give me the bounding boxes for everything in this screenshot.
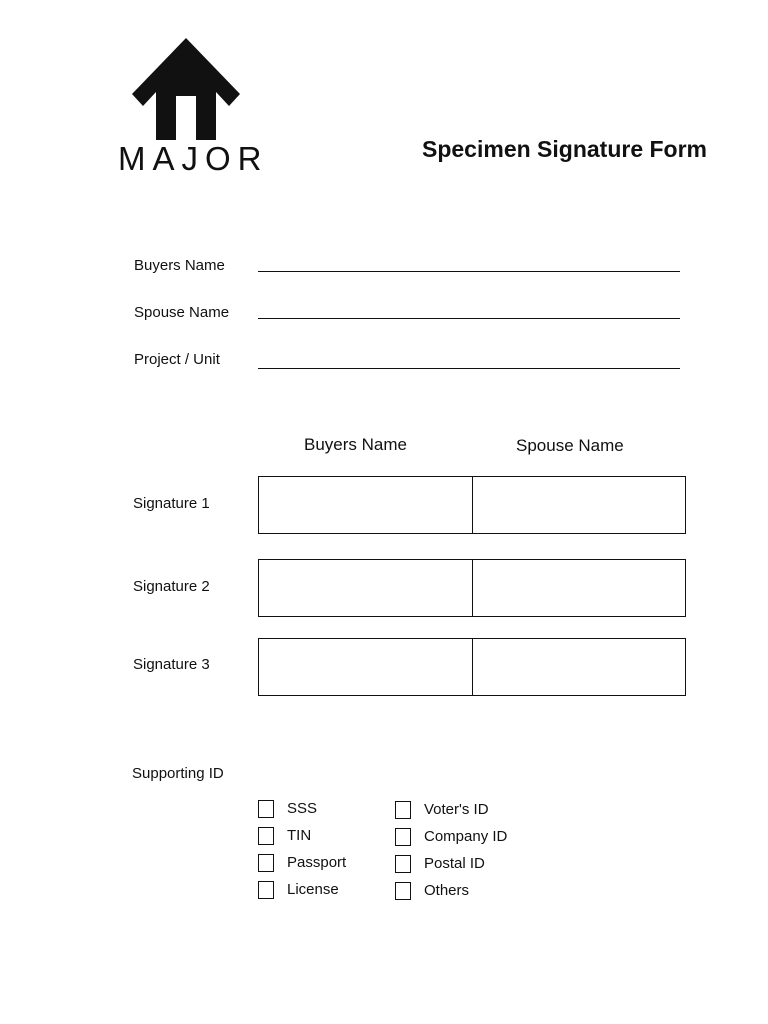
- signature-1-buyer-cell[interactable]: [259, 477, 472, 533]
- id-option-sss: [258, 795, 346, 822]
- checkbox-company-id[interactable]: [395, 828, 411, 846]
- id-option-company-id: [395, 823, 507, 850]
- signature-column-buyers-name: Buyers Name: [304, 435, 407, 454]
- spouse-name-label: Spouse Name: [134, 304, 230, 321]
- spouse-name-field[interactable]: [258, 318, 680, 319]
- signature-3-box: [258, 638, 686, 696]
- id-option-others: [395, 877, 507, 904]
- id-option-label: Company ID: [424, 828, 508, 845]
- checkbox-voters-id[interactable]: [395, 801, 411, 819]
- id-option-label: Postal ID: [424, 855, 485, 872]
- id-option-label: License: [287, 881, 339, 898]
- checkbox-sss[interactable]: [258, 800, 274, 818]
- signature-1-box: [258, 476, 686, 534]
- supporting-id-label: Supporting ID: [132, 765, 224, 782]
- project-unit-field[interactable]: [258, 368, 680, 369]
- checkbox-passport[interactable]: [258, 854, 274, 872]
- id-option-postal-id: [395, 850, 507, 877]
- id-option-label: Voter's ID: [424, 801, 489, 818]
- major-logo-icon: [128, 36, 244, 142]
- project-unit-label: Project / Unit: [134, 351, 220, 368]
- signature-1-label: Signature 1: [133, 495, 210, 512]
- checkbox-license[interactable]: [258, 881, 274, 899]
- checkbox-others[interactable]: [395, 882, 411, 900]
- signature-2-label: Signature 2: [133, 578, 210, 595]
- checkbox-postal-id[interactable]: [395, 855, 411, 873]
- signature-3-label: Signature 3: [133, 656, 210, 673]
- id-option-label: Others: [424, 882, 470, 899]
- id-option-voters-id: [395, 796, 507, 823]
- signature-3-buyer-cell[interactable]: [259, 639, 472, 695]
- signature-2-buyer-cell[interactable]: [259, 560, 472, 616]
- signature-2-box: [258, 559, 686, 617]
- id-option-label: Passport: [287, 854, 347, 871]
- id-option-label: TIN: [287, 827, 312, 844]
- signature-2-spouse-cell[interactable]: [472, 560, 686, 616]
- signature-column-spouse-name: Spouse Name: [516, 436, 624, 455]
- supporting-id-left-column: [258, 795, 346, 903]
- id-option-tin: [258, 822, 346, 849]
- checkbox-tin[interactable]: [258, 827, 274, 845]
- supporting-id-right-column: [395, 796, 507, 904]
- id-option-label: SSS: [287, 800, 318, 817]
- form-title: Specimen Signature Form: [422, 136, 708, 162]
- buyers-name-field[interactable]: [258, 271, 680, 272]
- id-option-license: [258, 876, 346, 903]
- buyers-name-label: Buyers Name: [134, 257, 225, 274]
- signature-1-spouse-cell[interactable]: [472, 477, 686, 533]
- signature-3-spouse-cell[interactable]: [472, 639, 686, 695]
- id-option-passport: [258, 849, 346, 876]
- major-logo-text: MAJOR: [118, 140, 269, 177]
